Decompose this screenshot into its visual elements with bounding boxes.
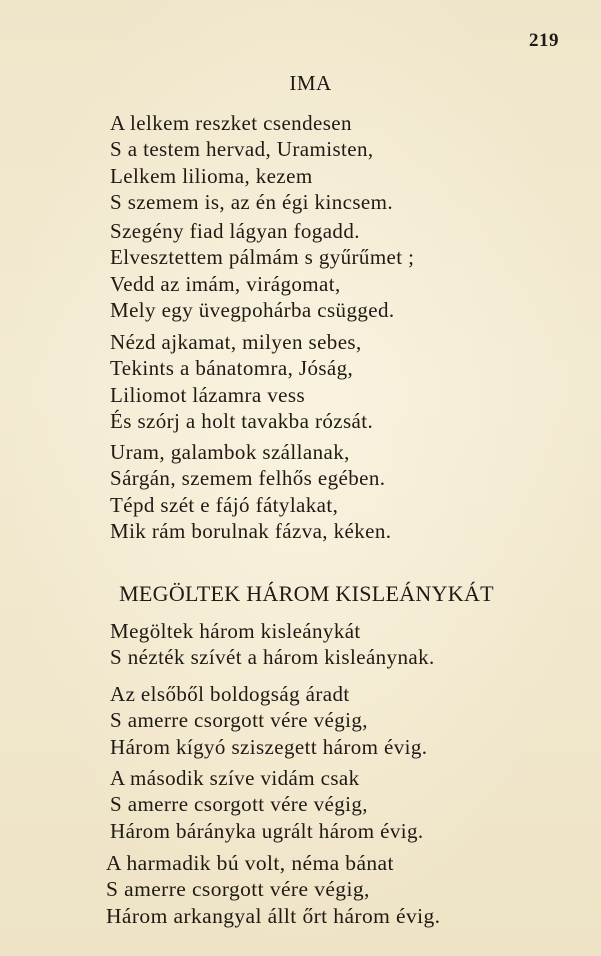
poem-line: S nézték szívét a három kisleánynak. bbox=[110, 645, 435, 670]
stanza bbox=[106, 850, 440, 929]
stanza bbox=[110, 218, 414, 324]
poem-line: A második szíve vidám csak bbox=[110, 766, 360, 790]
stanza bbox=[110, 110, 393, 216]
poem-line: Mik rám borulnak fázva, kéken. bbox=[110, 519, 392, 544]
stanza bbox=[110, 765, 424, 844]
poem-line: A harmadik bú volt, néma bánat bbox=[106, 851, 394, 875]
poem-line: Tekints a bánatomra, Jóság, bbox=[110, 356, 354, 381]
poem-line: Lelkem liliomа, kezem bbox=[110, 163, 313, 188]
poem-line: Három kígyó sziszegett három évig. bbox=[110, 734, 428, 759]
poem-line: Uram, galambok szállanak, bbox=[110, 440, 350, 464]
stanza bbox=[110, 329, 373, 435]
poem-title-ima: IMA bbox=[289, 71, 332, 95]
poem-line: És szórj a holt tavakba rózsát. bbox=[110, 409, 374, 434]
poem-line: A lelkem reszket csendesen bbox=[110, 111, 352, 135]
poem-line: Megöltek három kisleánykát bbox=[110, 619, 361, 643]
poem-line: Vedd az imám, virágomat, bbox=[110, 271, 341, 296]
poem-line: Három bárányka ugrált három évig. bbox=[110, 818, 424, 843]
poem-line: Liliomot lázamra vess bbox=[110, 382, 306, 407]
poem-line: Elvesztettem pálmám s gyűrűmet ; bbox=[110, 245, 415, 270]
poem-line: S amerre csorgott vére végig, bbox=[106, 877, 370, 902]
poem-line: Nézd ajkamat, milyen sebes, bbox=[110, 330, 362, 354]
stanza bbox=[110, 681, 427, 760]
poem-line: Az elsőből boldogság áradt bbox=[110, 682, 350, 706]
poem-line: S szemem is, az én égi kincsem. bbox=[110, 190, 393, 215]
stanza bbox=[110, 439, 391, 545]
poem-line: S a testem hervad, Uramisten, bbox=[110, 137, 374, 162]
poem-line: S amerre csorgott vére végig, bbox=[110, 708, 368, 733]
page-number: 219 bbox=[529, 30, 559, 51]
poem-line: S amerre csorgott vére végig, bbox=[110, 792, 368, 817]
poem-line: Sárgán, szemem felhős egében. bbox=[110, 466, 386, 491]
poem-line: Mely egy üvegpohárba csügged. bbox=[110, 298, 395, 323]
poem-line: Három arkangyal állt őrt három évig. bbox=[106, 903, 441, 928]
poem-line: Szegény fiad lágyan fogadd. bbox=[110, 219, 360, 243]
poem-title-megoltek: MEGÖLTEK HÁROM KISLEÁNYKÁT bbox=[119, 581, 494, 606]
stanza bbox=[110, 618, 435, 671]
poem-line: Tépd szét e fájó fátylakat, bbox=[110, 492, 339, 517]
